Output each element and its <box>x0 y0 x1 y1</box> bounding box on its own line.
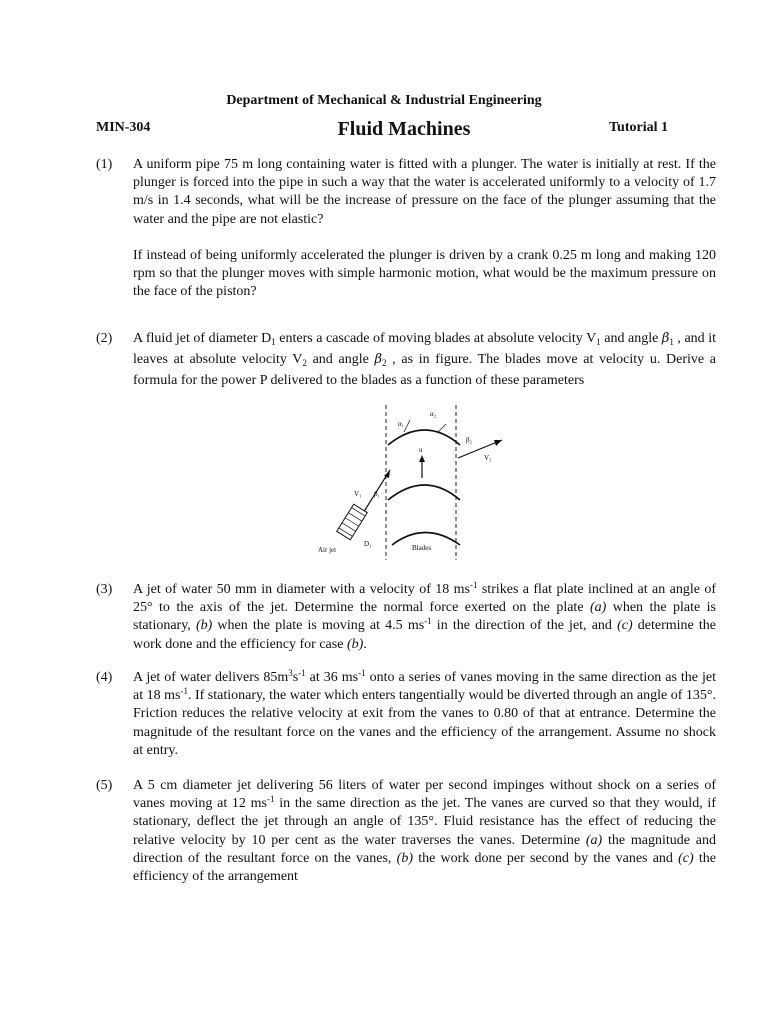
text-run: A fluid jet of diameter D <box>133 331 272 346</box>
question-1-paragraph-1: A uniform pipe 75 m long containing water is fitted with a plunger. The water is initially at rest. If the plunger is forced into the pipe in such a way that the water is accelerated uniformly to a velocity of 1.7 m/s in 1.4 seconds, what will be the increase of pressure on the face of the plunger assuming that the water and the pipe are not elastic? <box>133 157 716 227</box>
superscript: -1 <box>180 686 188 697</box>
text-run: , and it leaves at absolute velocity V <box>133 331 716 367</box>
text-run: A jet of water 50 mm in diameter with a velocity of 18 ms <box>133 582 470 597</box>
subscript: 1 <box>669 337 674 347</box>
text-run: , as in figure. The blades move at velocity u. Derive a formula for the power P delivered to the blades as a function of these parameters <box>133 352 716 388</box>
text-run: when the plate is moving at 4.5 ms <box>212 618 425 634</box>
subscript: 1 <box>271 337 276 347</box>
d1-label: D₁ <box>364 540 372 548</box>
v1-arrowhead <box>384 470 390 478</box>
text-run: at 36 ms <box>305 670 359 685</box>
blade-middle <box>388 485 460 500</box>
superscript: -1 <box>469 580 478 590</box>
v2-label: V₂ <box>484 454 492 462</box>
part-label: (a) <box>585 832 603 848</box>
text-run: and angle <box>600 331 662 346</box>
text-run: strikes a flat plate inclined at an angle of 25° to the axis of the jet. Determine the normal force exerted on the plate <box>133 582 716 616</box>
subscript: 1 <box>596 337 601 347</box>
air-jet-nozzle <box>337 504 368 540</box>
alpha2-label: α₂ <box>430 410 437 418</box>
text-run: onto a series of vanes moving in the same direction as the jet at 18 ms <box>133 670 716 704</box>
beta-symbol: β <box>661 331 670 346</box>
u-arrowhead <box>419 455 425 462</box>
beta2-label: β₂ <box>466 436 473 444</box>
subscript: 2 <box>382 358 387 368</box>
alpha1-label: α₁ <box>398 420 405 428</box>
question-4 <box>96 669 716 760</box>
blades-label: Blades <box>412 544 432 552</box>
text-run: A 5 cm diameter jet delivering 56 liters of water per second impinges without shock on a series of vanes moving at 12 ms <box>133 778 716 812</box>
text-run: . <box>363 636 367 652</box>
question-2 <box>96 328 716 391</box>
beta1-label: β₁ <box>374 490 381 498</box>
u-label: u <box>419 446 423 454</box>
blade-cascade-figure <box>310 400 510 565</box>
text-run: and angle <box>306 352 375 367</box>
alpha1-indicator <box>404 420 410 432</box>
superscript: -1 <box>266 794 275 805</box>
question-2-text <box>133 328 716 391</box>
part-label: (b) <box>346 636 364 652</box>
text-run: when the plate is stationary, <box>133 600 716 634</box>
department-heading: Department of Mechanical & Industrial Engineering <box>226 93 542 108</box>
superscript: -1 <box>424 616 432 627</box>
superscript: 3 <box>288 668 293 678</box>
question-1-paragraph-2: If instead of being uniformly accelerated the plunger is driven by a crank 0.25 m long and making 120 rpm so that the plunger moves with simple harmonic motion, what would be the maximum pressure on the face of the piston? <box>133 247 716 300</box>
question-3 <box>96 581 716 654</box>
part-label: (b) <box>195 618 213 634</box>
superscript: -1 <box>298 668 306 678</box>
text-run: the magnitude and direction of the resultant force on the vanes, <box>133 832 716 866</box>
part-label: (c) <box>617 618 633 634</box>
alpha2-indicator <box>438 424 446 432</box>
tutorial-label: Tutorial 1 <box>609 120 668 135</box>
question-number: (5) <box>96 778 113 793</box>
part-label: (c) <box>678 850 694 866</box>
question-number: (1) <box>96 157 113 172</box>
page-title: Fluid Machines <box>337 118 471 140</box>
text-run: in the same direction as the jet. The vanes are curved so that they would, if stationary, deflect the jet through an angle of 135°. Fluid resistance has the effect of reducing the relative velocity by 10 per cent as the water traverses the vanes. Determine <box>133 796 716 848</box>
blade-top <box>388 430 460 445</box>
v1-label: V₁ <box>354 490 362 498</box>
question-4-text <box>133 669 716 760</box>
v2-arrowhead <box>494 440 502 446</box>
subscript: 2 <box>302 358 307 368</box>
text-run: the work done per second by the vanes and <box>412 850 679 866</box>
question-number: (4) <box>96 670 113 685</box>
question-number: (3) <box>96 582 113 597</box>
text-run: the efficiency of the arrangement <box>133 850 716 885</box>
course-code: MIN-304 <box>96 120 151 135</box>
question-1 <box>96 156 716 301</box>
superscript: -1 <box>358 668 366 678</box>
text-run: s <box>292 670 299 685</box>
text-run: . If stationary, the water which enters tangentially would be diverted through an angle of 135°. Friction reduces the relative velocity at exit from the vanes to 0.80 of that at entrance. Determine the magnitude of the resultant force on the vanes and the efficiency of the arrangement. Assume no shock at entry. <box>133 688 716 758</box>
air-jet-label: Air jet <box>318 546 337 554</box>
part-label: (b) <box>396 850 413 866</box>
part-label: (a) <box>589 600 607 616</box>
blade-cascade-diagram <box>310 400 510 565</box>
question-5 <box>96 777 716 886</box>
text-run: determine the work done and the efficiency for case <box>133 618 716 652</box>
text-run: A jet of water delivers 85m <box>133 670 289 685</box>
question-5-text <box>133 777 716 886</box>
question-number: (2) <box>96 331 113 346</box>
beta-symbol: β <box>374 352 382 367</box>
text-run: in the direction of the jet, and <box>431 618 618 634</box>
question-3-text <box>133 581 716 654</box>
text-run: enters a cascade of moving blades at absolute velocity V <box>275 331 597 346</box>
